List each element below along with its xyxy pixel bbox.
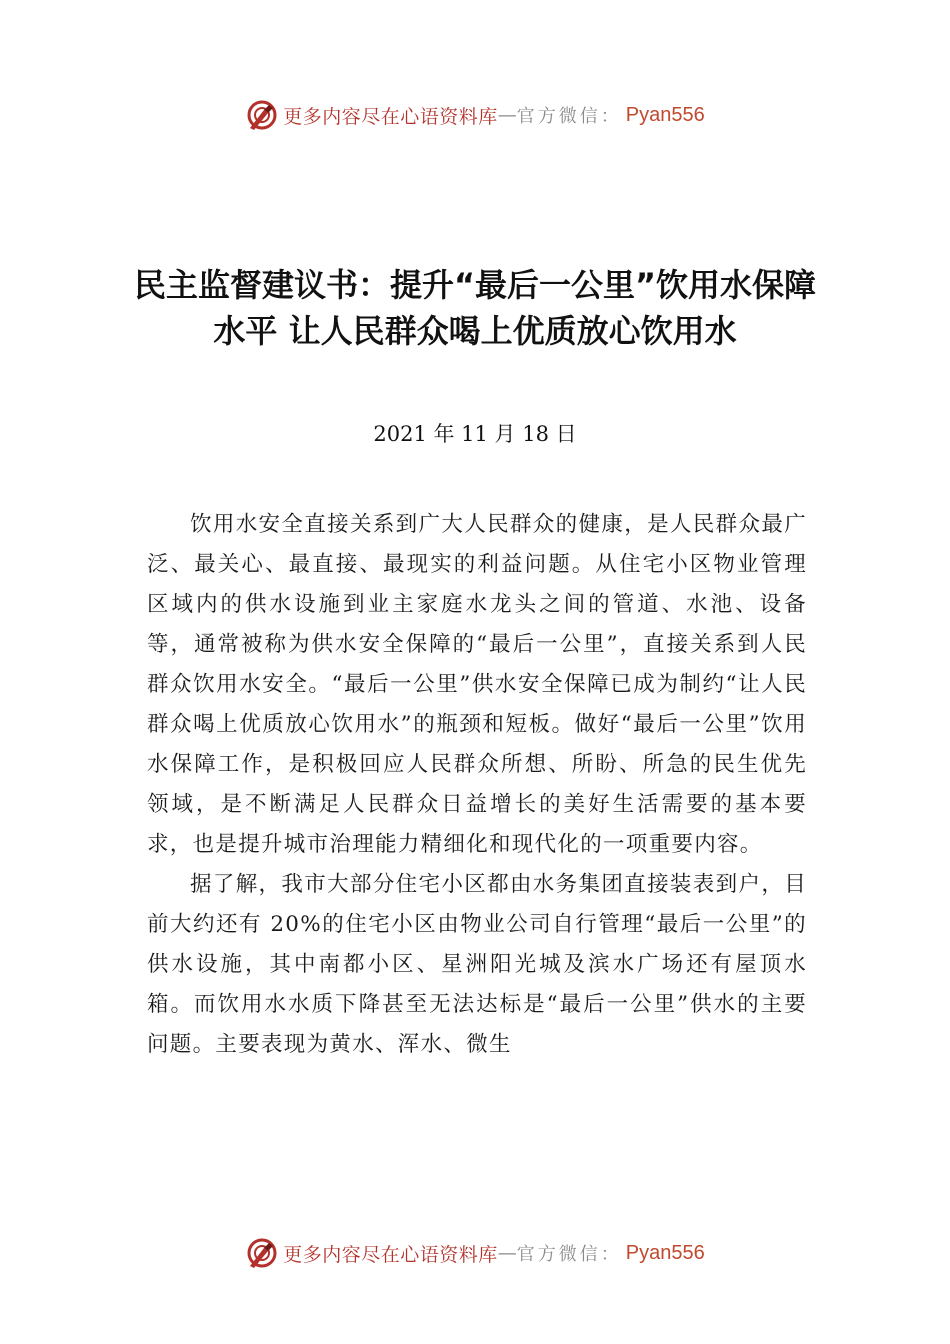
pen-logo-icon [245, 1236, 279, 1270]
footer-separator: — [497, 1242, 517, 1264]
pen-logo-icon [245, 98, 279, 132]
footer-wechat-label: 官方微信： [516, 1244, 622, 1265]
header-wechat-id: Pyan556 [625, 103, 705, 126]
footer-banner [0, 1233, 950, 1273]
header-slogan: 更多内容尽在心语资料库 [283, 105, 498, 128]
header-wechat-label: 官方微信： [516, 106, 622, 127]
footer-slogan: 更多内容尽在心语资料库 [283, 1243, 498, 1266]
paragraph-1: 饮用水安全直接关系到广大人民群众的健康，是人民群众最广泛、最关心、最直接、最现实的利益问题。从住宅小区物业管理区域内的供水设施到业主家庭水龙头之间的管道、水池、设备等，通常被称为供水安全保障的“最后一公里”，直接关系到人民群众饮用水安全。“最后一公里”供水安全保障已成为制约“让人民群众喝上优质放心饮用水”的瓶颈和短板。做好“最后一公里”饮用水保障工作，是积极回应人民群众所想、所盼、所急的民生优先领域，是不断满足人民群众日益增长的美好生活需要的基本要求，也是提升城市治理能力精细化和现代化的一项重要内容。 [147, 512, 807, 857]
document-title: 民主监督建议书：提升“最后一公里”饮用水保障水平 让人民群众喝上优质放心饮用水 [133, 266, 817, 350]
header-separator: — [497, 104, 517, 126]
footer-wechat-id: Pyan556 [625, 1241, 705, 1264]
paragraph-2: 据了解，我市大部分住宅小区都由水务集团直接装表到户，目前大约还有 20%的住宅小区由物业公司自行管理“最后一公里”的供水设施，其中南都小区、星洲阳光城及滨水广场还有屋顶水箱。而饮用水水质下降甚至无法达标是“最后一公里”供水的主要问题。主要表现为黄水、浑水、微生 [147, 872, 807, 1057]
document-date: 2021 年 11 月 18 日 [373, 422, 577, 446]
header-banner [0, 95, 950, 135]
document-body [147, 505, 807, 1065]
